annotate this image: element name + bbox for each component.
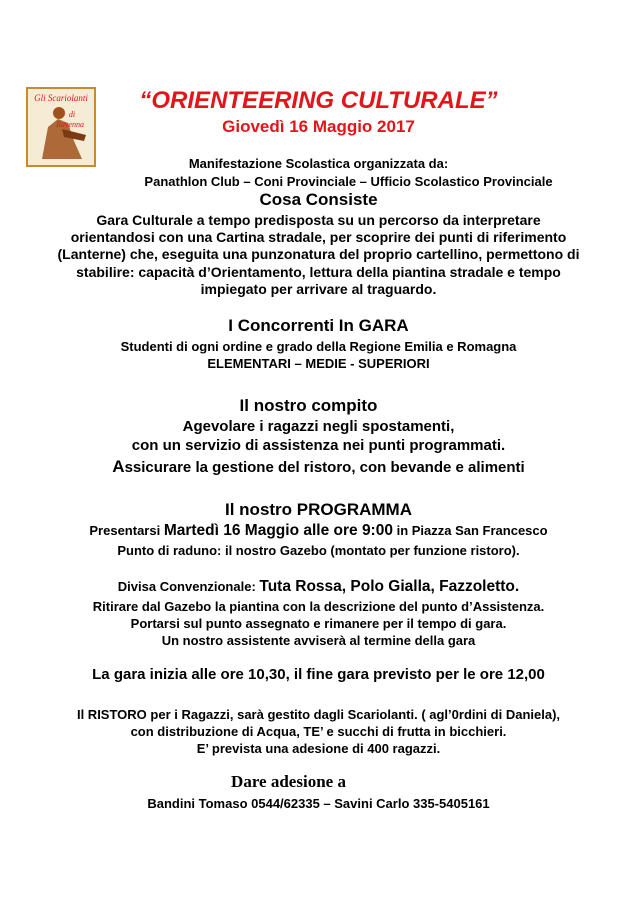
compito-heading: Il nostro compito [239, 396, 378, 415]
ristoro-line: Il RISTORO per i Ragazzi, sarà gestito dagli Scariolanti. ( agl’0rdini di Daniela), [76, 707, 561, 722]
programma-line1-b: Martedì 16 Maggio alle ore 9:00 [163, 522, 393, 539]
programma-line2: Punto di raduno: il nostro Gazebo (montato per funzione ristoro). [117, 543, 520, 558]
ristoro-line: E’ prevista una adesione di 400 ragazzi. [196, 741, 441, 756]
concorrenti-heading: I Concorrenti In GARA [228, 316, 409, 335]
adesione-heading: Dare adesione a [231, 772, 346, 791]
page-title: “ORIENTEERING CULTURALE” [139, 87, 498, 114]
event-date: Giovedì 16 Maggio 2017 [222, 117, 415, 136]
organizers-list: Panathlon Club – Coni Provinciale – Ufficio Scolastico Provinciale [144, 174, 553, 189]
programma-line1-c: in Piazza San Francesco [392, 523, 548, 538]
cosa-line: Gara Culturale a tempo predisposta su un percorso da interpretare [96, 212, 541, 228]
programma-line5: Portarsi sul punto assegnato e rimanere per il tempo di gara. [130, 616, 507, 631]
logo-text-1: Gli Scariolanti [34, 93, 88, 103]
programma-heading: Il nostro PROGRAMMA [225, 500, 412, 519]
concorrenti-line1: Studenti di ogni ordine e grado della Regione Emilia e Romagna [120, 339, 517, 354]
adesione-contacts: Bandini Tomaso 0544/62335 – Savini Carlo 335-5405161 [147, 796, 490, 811]
cosa-line: stabilire: capacità d’Orientamento, lettura della piantina stradale e tempo [76, 264, 561, 280]
orari-line: La gara inizia alle ore 10,30, il fine gara previsto per le ore 12,00 [92, 666, 545, 683]
compito-line1: Agevolare i ragazzi negli spostamenti, [182, 418, 455, 435]
logo-text-2: di [68, 110, 76, 119]
programma-line4: Ritirare dal Gazebo la piantina con la descrizione del punto d’Assistenza. [92, 599, 545, 614]
organizers-intro: Manifestazione Scolastica organizzata da: [188, 156, 449, 171]
ristoro-line: con distribuzione di Acqua, TE’ e succhi di frutta in bicchieri. [130, 724, 507, 739]
cosa-line: impiegato per arrivare al traguardo. [200, 281, 437, 297]
programma-line1-a: Presentarsi [89, 523, 164, 538]
compito-line3-cap: A [112, 457, 125, 476]
cosa-line: orientandosi con una Cartina stradale, per scoprire dei punti di riferimento [70, 229, 567, 245]
concorrenti-line2: ELEMENTARI – MEDIE - SUPERIORI [207, 356, 430, 371]
compito-line2: con un servizio di assistenza nei punti programmati. [131, 437, 506, 454]
programma-divisa [0, 578, 637, 596]
compito-line3 [0, 457, 637, 477]
compito-line3-rest: ssicurare la gestione del ristoro, con bevande e alimenti [124, 459, 525, 476]
programma-line6: Un nostro assistente avviserà al termine della gara [161, 633, 476, 648]
divisa-label: Divisa Convenzionale: [117, 579, 260, 594]
cosa-line: (Lanterne) che, eseguita una punzonatura del proprio cartellino, permettono di [57, 246, 580, 262]
cosa-heading: Cosa Consiste [259, 190, 378, 209]
divisa-value: Tuta Rossa, Polo Gialla, Fazzoletto. [259, 578, 520, 595]
logo-text-3: Ravenna [56, 120, 84, 129]
programma-line1 [0, 522, 637, 540]
